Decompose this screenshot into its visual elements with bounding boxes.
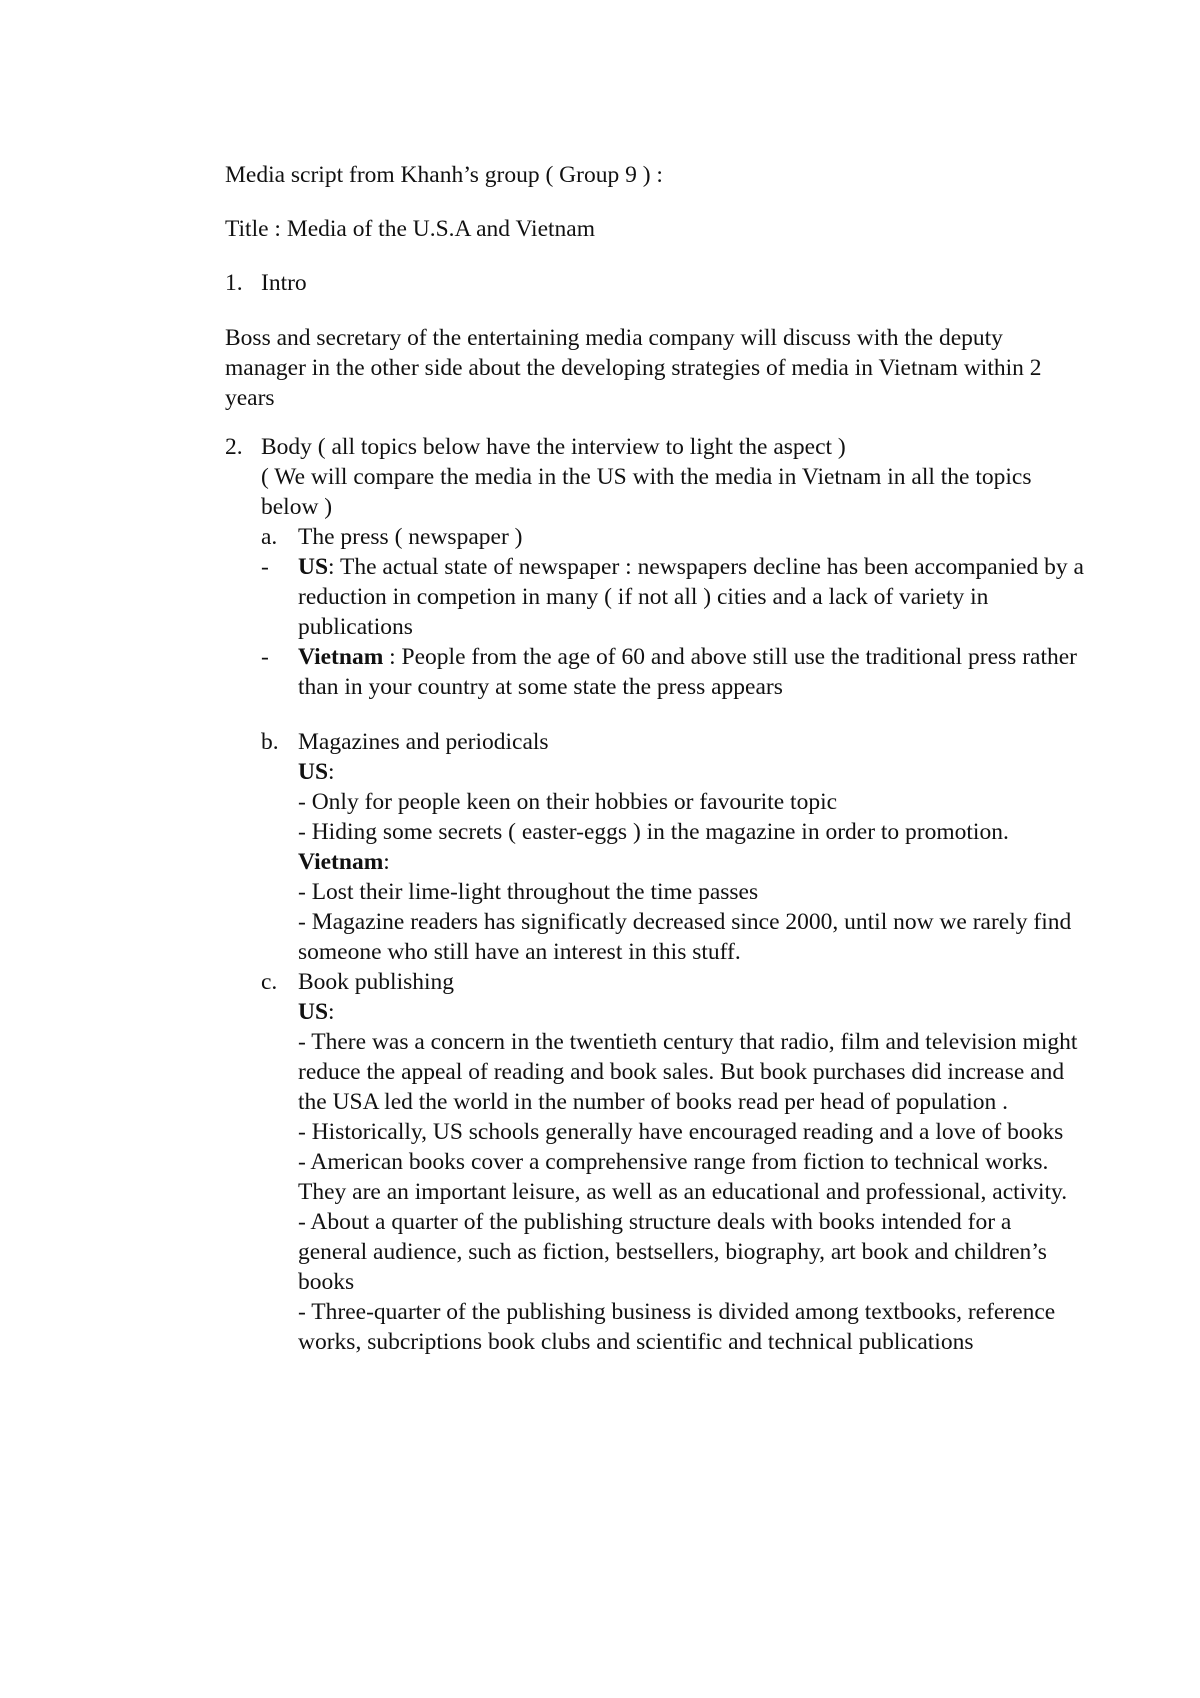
list-item: - Magazine readers has significatly decreased since 2000, until now we rarely find someone who still have an interest in this stuff.: [298, 909, 1072, 965]
spacer: [225, 702, 1085, 727]
list-item: - About a quarter of the publishing structure deals with books intended for a general audience, such as fiction, bestsellers, biography, art book and children’s books: [298, 1209, 1047, 1295]
list-item: - Only for people keen on their hobbies or favourite topic: [298, 789, 838, 815]
subsection-title: Magazines and periodicals: [298, 729, 549, 755]
script-heading: Media script from Khanh’s group ( Group 9 ) :: [225, 162, 663, 188]
list-item: - Hiding some secrets ( easter-eggs ) in the magazine in order to promotion.: [298, 819, 1009, 845]
body-note: ( We will compare the media in the US with the media in Vietnam in all the topics below ): [261, 464, 1032, 520]
subsection-press: [261, 522, 1085, 552]
subsection-letter: a.: [261, 524, 278, 550]
list-item: - Lost their lime-light throughout the time passes: [298, 879, 759, 905]
subsection-magazines: [261, 727, 1085, 967]
country-label-us-line: US:: [298, 759, 335, 785]
press-vn-point: [261, 642, 1085, 702]
country-label-us: US: [298, 759, 329, 785]
country-label-us: US: [298, 999, 329, 1025]
country-label-vietnam-line: Vietnam:: [298, 849, 390, 875]
press-vn-text: : People from the age of 60 and above still use the traditional press rather than in your country at some state the press appears: [298, 644, 1077, 700]
section-intro-heading: [225, 268, 1121, 298]
document-title: Title : Media of the U.S.A and Vietnam: [225, 216, 595, 242]
intro-paragraph: Boss and secretary of the entertaining media company will discuss with the deputy manager in the other side about the developing strategies of media in Vietnam within 2 years: [225, 325, 1042, 411]
list-item: - American books cover a comprehensive range from fiction to technical works. They are an important leisure, as well as an educational and professional, activity.: [298, 1149, 1068, 1205]
country-label-vietnam: Vietnam: [298, 644, 384, 670]
section-body: [225, 432, 1085, 1357]
section-title: Body ( all topics below have the interview to light the aspect ): [261, 434, 846, 460]
list-item: - Historically, US schools generally have encouraged reading and a love of books: [298, 1119, 1064, 1145]
subsection-title: The press ( newspaper ): [298, 524, 523, 550]
section-body-heading: [225, 432, 1085, 462]
subsection-books: [261, 967, 1085, 1357]
country-label-vietnam: Vietnam: [298, 849, 384, 875]
list-item: - There was a concern in the twentieth century that radio, film and television might reduce the appeal of reading and book sales. But book purchases did increase and the USA led the world in the number of books read per head of population .: [298, 1029, 1078, 1115]
subsection-letter: b.: [261, 729, 279, 755]
country-label-us-line: US:: [298, 999, 335, 1025]
list-item: - Three-quarter of the publishing business is divided among textbooks, reference works, subcriptions book clubs and scientific and technical publications: [298, 1299, 1056, 1355]
country-label-us: US: [298, 554, 329, 580]
section-title: Intro: [261, 270, 307, 296]
press-us-point: [261, 552, 1085, 642]
section-number: 1.: [225, 270, 243, 296]
press-us-text: : The actual state of newspaper : newspapers decline has been accompanied by a reduction in competion in many ( if not all ) cities and a lack of variety in publications: [298, 554, 1084, 640]
subsection-letter: c.: [261, 969, 278, 995]
subsection-title: Book publishing: [298, 969, 455, 995]
bullet-dash: -: [261, 644, 269, 670]
section-number: 2.: [225, 434, 243, 460]
bullet-dash: -: [261, 554, 269, 580]
